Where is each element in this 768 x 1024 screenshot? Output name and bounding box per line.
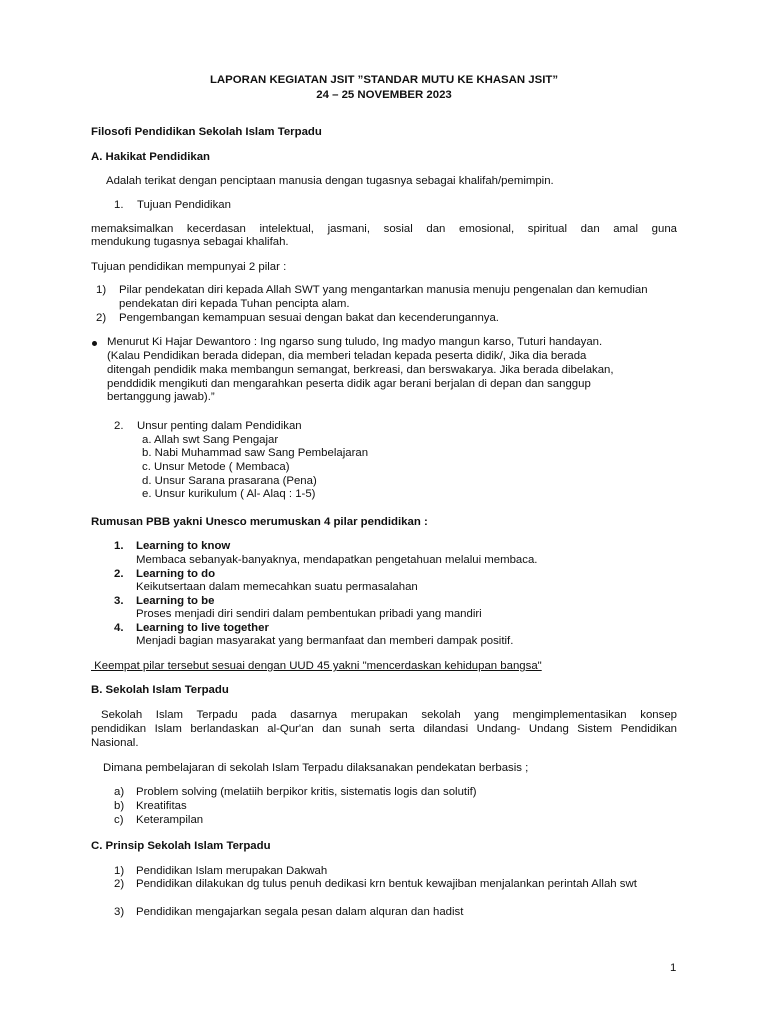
dewantoro-line: Menurut Ki Hajar Dewantoro : Ing ngarso sung tuludo, Ing madyo mangun karso, Tuturi handayan.: [107, 336, 603, 348]
unesco-conclusion: Keempat pilar tersebut sesuai dengan UUD 45 yakni "mencerdaskan kehidupan bangsa": [91, 660, 542, 672]
unsur-label: Unsur penting dalam Pendidikan: [137, 420, 302, 432]
unesco-heading: Rumusan PBB yakni Unesco merumuskan 4 pilar pendidikan :: [91, 516, 428, 528]
list-item: [96, 312, 656, 326]
approach-text: Kreatifitas: [136, 800, 187, 812]
pilar-marker: 2): [96, 312, 107, 324]
unesco-item-desc: Membaca sebanyak-banyaknya, mendapatkan pengetahuan melalui membaca.: [136, 554, 538, 566]
unesco-item-desc: Menjadi bagian masyarakat yang bermanfaat dan memberi dampak positif.: [136, 635, 514, 647]
approach-text: Problem solving (melatiih berpikor kritis, sistematis logis dan solutif): [136, 786, 477, 798]
tujuan-label: Tujuan Pendidikan: [137, 199, 231, 211]
unesco-item-title: Learning to be: [136, 595, 215, 607]
list-item: [114, 786, 634, 800]
tujuan-marker: 1.: [114, 199, 124, 211]
dewantoro-line: penddidik mengikuti dan mengarahkan peserta didik agar berani berjalan di depan dan sanggup: [107, 378, 591, 390]
sekolah-para1-line1: Sekolah Islam Terpadu pada dasarnya merupakan sekolah yang mengimplementasikan konsep: [101, 709, 677, 721]
unsur-item: b. Nabi Muhammad saw Sang Pembelajaran: [142, 447, 369, 459]
approach-text: Keterampilan: [136, 814, 204, 826]
pilar-marker: 1): [96, 284, 107, 296]
unesco-item-desc: Keikutsertaan dalam memecahkan suatu permasalahan: [136, 581, 418, 593]
unsur-marker: 2.: [114, 420, 124, 432]
sekolah-para1-line2: pendidikan Islam berlandaskan al-Qur'an dan sunah serta dilandasi Undang- Undang Sistem Pendidikan: [91, 723, 677, 735]
hakikat-intro: Adalah terikat dengan penciptaan manusia dengan tugasnya sebagai khalifah/pemimpin.: [106, 175, 554, 187]
dewantoro-line: ditengah pendidik maka membangun semangat, berkreasi, dan berswakarya. Jika berada dibelakan,: [107, 364, 614, 376]
unesco-marker: 2.: [114, 568, 124, 580]
document-title: LAPORAN KEGIATAN JSIT ”STANDAR MUTU KE KHASAN JSIT”: [209, 74, 559, 86]
document-date: 24 – 25 NOVEMBER 2023: [316, 89, 452, 101]
unesco-marker: 1.: [114, 540, 124, 552]
unesco-marker: 4.: [114, 622, 124, 634]
sekolah-para1-line3: Nasional.: [91, 737, 139, 749]
section-b-heading: B. Sekolah Islam Terpadu: [91, 684, 229, 696]
section-a-heading: A. Hakikat Pendidikan: [91, 151, 211, 163]
unesco-item-desc: Proses menjadi diri sendiri dalam pembentukan pribadi yang mandiri: [136, 608, 482, 620]
bullet-dot-icon: [92, 341, 97, 346]
pilar-text: Pengembangan kemampuan sesuai dengan bakat dan kecenderungannya.: [119, 312, 499, 324]
prinsip-text: Pendidikan mengajarkan segala pesan dalam alquran dan hadist: [136, 906, 464, 918]
tujuan-text-line2: mendukung tugasnya sebagai khalifah.: [91, 236, 289, 248]
approach-marker: a): [114, 786, 125, 798]
pilar-intro: Tujuan pendidikan mempunyai 2 pilar :: [91, 261, 287, 273]
prinsip-marker: 2): [114, 878, 125, 890]
unsur-item: a. Allah swt Sang Pengajar: [142, 434, 279, 446]
unesco-item-title: Learning to do: [136, 568, 216, 580]
dewantoro-line: bertanggung jawab).”: [107, 391, 215, 403]
filosofi-heading: Filosofi Pendidikan Sekolah Islam Terpadu: [91, 126, 322, 138]
page-number: 1: [670, 962, 677, 974]
tujuan-text-line1: memaksimalkan kecerdasan intelektual, jasmani, sosial dan emosional, spiritual dan amal guna: [91, 223, 677, 235]
prinsip-text: Pendidikan dilakukan dg tulus penuh dedikasi krn bentuk kewajiban menjalankan perintah Allah swt: [136, 878, 637, 890]
list-item: [114, 865, 674, 879]
dewantoro-line: (Kalau Pendidikan berada didepan, dia memberi teladan kepada peserta didik/, Jika dia berada: [107, 350, 587, 362]
list-item: [114, 800, 634, 814]
prinsip-marker: 3): [114, 906, 125, 918]
list-item: [114, 906, 674, 920]
unesco-marker: 3.: [114, 595, 124, 607]
list-item: [96, 284, 656, 311]
pilar-text: Pilar pendekatan diri kepada Allah SWT yang mengantarkan manusia menuju pengenalan dan kemudian pendekatan diri kepada Tuhan pencipta alam.: [119, 284, 648, 310]
sekolah-para2: Dimana pembelajaran di sekolah Islam Terpadu dilaksanakan pendekatan berbasis ;: [103, 762, 529, 774]
unsur-item: c. Unsur Metode ( Membaca): [142, 461, 290, 473]
unesco-item-title: Learning to know: [136, 540, 231, 552]
prinsip-marker: 1): [114, 865, 125, 877]
approach-marker: b): [114, 800, 125, 812]
prinsip-text: Pendidikan Islam merupakan Dakwah: [136, 865, 328, 877]
section-c-heading: C. Prinsip Sekolah Islam Terpadu: [91, 840, 271, 852]
unsur-item: e. Unsur kurikulum ( Al- Alaq : 1-5): [142, 488, 316, 500]
unesco-item-title: Learning to live together: [136, 622, 269, 634]
approach-marker: c): [114, 814, 124, 826]
list-item: [114, 878, 674, 892]
unsur-item: d. Unsur Sarana prasarana (Pena): [142, 475, 317, 487]
list-item: [114, 814, 634, 828]
